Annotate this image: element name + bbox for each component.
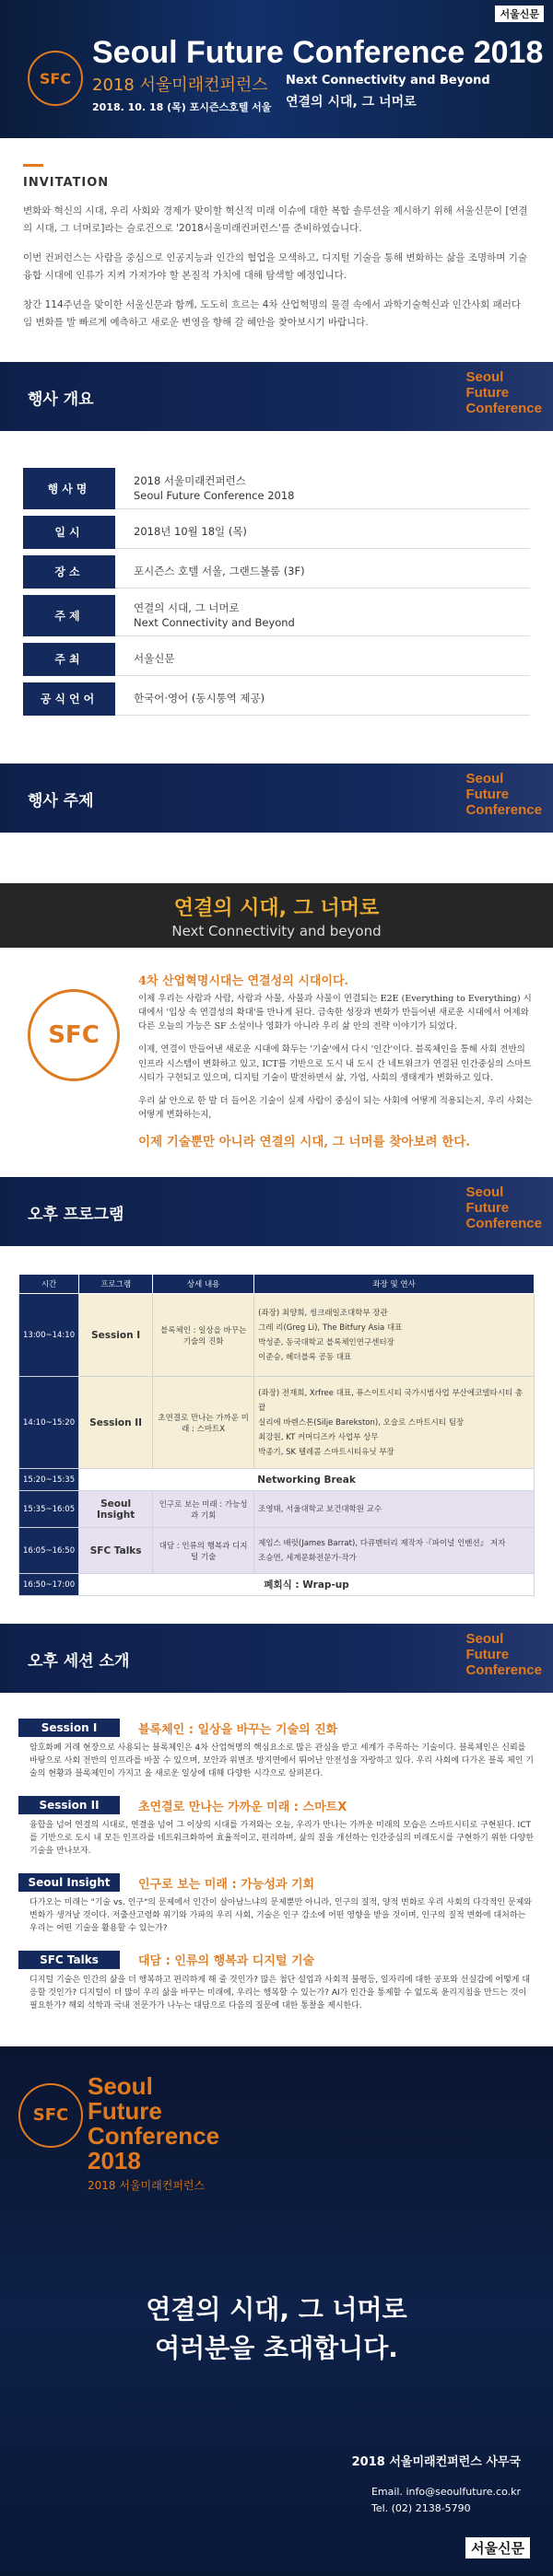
- overview-row: [23, 682, 530, 716]
- accent-bar: [23, 164, 43, 167]
- invitation-section: [0, 138, 553, 362]
- session-content: 인구로 보는 미래 : 가능성과 기회: [153, 1491, 254, 1528]
- session-content: 대담 : 인류의 행복과 디지털 기술: [153, 1528, 254, 1574]
- overview-row: [23, 516, 530, 549]
- conference-logo: Seoul Future Conference: [465, 368, 542, 416]
- theme-paragraph: 이제 우리는 사람과 사람, 사람과 사물, 사물과 사물이 연결되는 E2E (Everything to Everything) 시대에서 '입상 속 연결성의 확대'를 만나게 된다. 급속한 성장과 변화가 만들어낸 새로운 시대에서 어제와 다른 오늘의 가능은 SF 소설이나 영화가 아니라 우리 삶 안의 전략 이야기가 되었다.: [138, 993, 532, 1032]
- program-banner: [0, 1177, 553, 1246]
- table-row: [19, 1574, 535, 1596]
- speaker-cell: 조영태, 서울대학교 보건대학원 교수: [254, 1491, 535, 1528]
- overview-row: [23, 643, 530, 676]
- footer-office: 2018 서울미래컨퍼런스 사무국: [351, 2454, 521, 2469]
- sfc-circle-logo: SFC: [28, 51, 83, 106]
- hero-subtitle: 2018 서울미래컨퍼런스: [92, 76, 268, 95]
- hero-theme-ko: 연결의 시대, 그 너머로: [286, 95, 417, 110]
- footer-brand: Seoul Future Conference 2018: [88, 2071, 220, 2174]
- overview-key: 행사명: [23, 468, 115, 509]
- table-row: [19, 1377, 535, 1469]
- session-title: 인구로 보는 미래 : 가능성과 기회: [138, 1877, 315, 1892]
- invitation-paragraph: 변화와 혁신의 시대, 우리 사회와 경제가 맞이할 혁신적 미래 이슈에 대한 복합 솔루션을 제시하기 위해 서울신문이 [연결의 시대, 그 너머로]라는 슬로건으로 '2018서울미래컨퍼런스'를 준비하였습니다.: [23, 205, 528, 235]
- invitation-heading: INVITATION: [23, 176, 110, 190]
- hero-banner: [0, 0, 553, 138]
- overview-key: 일시: [23, 516, 115, 549]
- theme-banner: [0, 763, 553, 833]
- session-content: 블록체인 : 일상을 바꾸는 기술의 진화: [153, 1294, 254, 1377]
- session-title: Session II: [79, 1377, 153, 1469]
- session-title: SFC Talks: [79, 1528, 153, 1574]
- footer-contact: [371, 2484, 521, 2517]
- table-row: [19, 1528, 535, 1574]
- session-tag: Session I: [18, 1719, 120, 1737]
- session-title: 초연결로 만나는 가까운 미래 : 스마트X: [138, 1800, 347, 1814]
- table-row: [19, 1469, 535, 1491]
- overview-value: 한국어·영어 (동시통역 제공): [115, 682, 530, 716]
- wrapup-cell: 폐회식 : Wrap-up: [79, 1574, 535, 1596]
- time-cell: 16:05~16:50: [19, 1528, 79, 1574]
- conference-logo: Seoul Future Conference: [465, 1631, 542, 1679]
- footer-invitation: 연결의 시대, 그 너머로 여러분을 초대합니다.: [146, 2293, 407, 2363]
- program-section: [0, 1246, 553, 1624]
- break-cell: Networking Break: [79, 1469, 535, 1491]
- session-content: 초연결로 만나는 가까운 미래 : 스마트X: [153, 1377, 254, 1469]
- session-item: [18, 1796, 535, 1859]
- session-text: 다가오는 미래는 "기술 vs. 인구"의 문제에서 인간이 살아남느냐의 문제뿐만 아니라, 인구의 질적, 양적 변화로 우리 사회의 다각적인 문제와 변화가 생겨날 것이다. 저출산고령화 위기와 가파의 우리 사회, 기술은 인구 감소에 어떤 영향을 받을 것이며, 인구의 질적 변화에 대처하는 우리는 어떤 기술을 활용할 수 있는가?: [29, 1898, 532, 1933]
- tel-link[interactable]: Tel. (02) 2138-5790: [371, 2501, 471, 2514]
- time-cell: 15:35~16:05: [19, 1491, 79, 1528]
- overview-row: [23, 595, 530, 636]
- program-label: 오후 프로그램: [28, 1206, 124, 1225]
- table-row: [19, 1491, 535, 1528]
- conference-logo: Seoul Future Conference: [465, 770, 542, 818]
- overview-label: 행사 개요: [28, 390, 94, 409]
- theme-paragraph: 우리 삶 안으로 한 발 더 들어온 기술이 실제 사람이 중심이 되는 사회에 어떻게 적용되는지, 우리 사회는 어떻게 변화하는지,: [138, 1096, 533, 1121]
- overview-key: 주제: [23, 595, 115, 636]
- sfc-circle-logo: SFC: [18, 2083, 83, 2148]
- session-item: [18, 1719, 535, 1781]
- program-table: [18, 1274, 535, 1596]
- theme-head: 4차 산업혁명시대는 연결성의 시대이다.: [138, 973, 349, 988]
- invitation-paragraph: 이번 컨퍼런스는 사람을 중심으로 인공지능과 인간의 협업을 모색하고, 디지털 기술을 통해 변화하는 삶을 조명하며 기술융합 시대에 인류가 지켜 가져가야 할 본질적 가치에 대해 탐색할 예정입니다.: [23, 251, 528, 282]
- theme-title-box: [0, 883, 553, 948]
- column-header: 프로그램: [79, 1275, 153, 1294]
- overview-value: 연결의 시대, 그 너머로 Next Connectivity and Beyond: [115, 595, 530, 636]
- session-title: 대담 : 인류의 행복과 디지털 기술: [138, 1954, 315, 1969]
- sessions-banner: [0, 1624, 553, 1693]
- speaker-cell: (좌장) 전재희, Xrfree 대표, 퓨스이트시티 국가시범사업 부산에코델타시티 총괄 실리에 바렌스톤(Silje Barekston), 오슬로 스마트시티 팀장 최강원, KT 커머디즈카 사업부 상무 박종기, SK 텔레콤 스마트시티유닛 부장: [254, 1377, 535, 1469]
- time-cell: 16:50~17:00: [19, 1574, 79, 1596]
- overview-value: 2018 서울미래컨퍼런스 Seoul Future Conference 2018: [115, 468, 530, 509]
- overview-value: 서울신문: [115, 643, 530, 676]
- time-cell: 15:20~15:35: [19, 1469, 79, 1491]
- theme-title-en: Next Connectivity and beyond: [171, 922, 382, 939]
- footer: [0, 2046, 553, 2576]
- session-text: 융합을 넘어 연결의 시대로, 연결을 넘어 그 이상의 시대를 가져와는 오늘, 우리가 만나는 가까운 미래의 모습은 스마트시티로 구현된다. ICT를 기반으로 도시 내 모든 인프라를 네트워크화하여 효율적이고, 편리하며, 삶의 질을 개선하는 인간중심의 미래도시를 구현하기 위한 다양한 기술을 만나보자.: [29, 1821, 535, 1857]
- seoul-shinmun-logo[interactable]: 서울신문: [495, 6, 544, 22]
- theme-text: [138, 971, 535, 1150]
- overview-key: 주최: [23, 643, 115, 676]
- footer-brand-sub: 2018 서울미래컨퍼런스: [88, 2178, 206, 2192]
- theme-paragraph: 이제, 연결이 만들어낸 새로운 시대에 화두는 '기술'에서 다시 '인간'이다. 블록체인을 통해 사회 전반의 인프라 시스템이 변화하고 있고, ICT를 기반으로 도시 내 도시 간 네트워크가 연결된 인간중심의 스마트시티가 구현되고 있으며, 디지털 기술이 발전하면서 삶, 가업, 사회의 생태계가 변화하고 있다.: [138, 1044, 532, 1083]
- hero-title: Seoul Future Conference 2018: [92, 35, 544, 70]
- session-text: 디지털 기술은 인간의 삶을 더 행복하고 편리하게 해 줄 것인가? 많은 첨단 설업과 사회적 불평등, 일자리에 대한 공포와 선실감에 어떻게 대응할 것인가? 디지털이 더 많이 우리 삶을 바꾸는 미래에, 우리는 행복할 수 있는가? AI가 인간을 통제할 수 없도록 윤리지침을 만드는 것이 필요한가? 해외 석학과 국내 전문가가 나누는 대담으로 다음의 질문에 대한 통찰을 제시한다.: [29, 1975, 531, 2011]
- theme-closing: 이제 기술뿐만 아니라 연결의 시대, 그 너머를 찾아보려 한다.: [138, 1135, 470, 1150]
- column-header: 시간: [19, 1275, 79, 1294]
- overview-row: [23, 468, 530, 509]
- overview-key: 장소: [23, 555, 115, 589]
- hero-date: 2018. 10. 18 (목) 포시즌스호텔 서울: [92, 101, 272, 113]
- email-link[interactable]: Email. info@seoulfuture.co.kr: [371, 2485, 521, 2498]
- session-title: Session I: [79, 1294, 153, 1377]
- overview-value: 포시즌스 호텔 서울, 그랜드볼룸 (3F): [115, 555, 530, 589]
- invitation-paragraph: 창간 114주년을 맞이한 서울신문과 함께, 도도히 흐르는 4차 산업혁명의 물결 속에서 과학기술혁신과 인간사회 패러다임 변화를 발 빠르게 예측하고 새로운 변영을 향해 갈 혜안을 찾아보시기 바랍니다.: [23, 298, 522, 329]
- session-text: 암호화폐 거래 현장으로 사용되는 블록체인은 4차 산업혁명의 핵심요소로 많은 관심을 받고 세계가 주목하는 기술이다. 블록체인은 신뢰를 바탕으로 사회 전반의 인프라를 바꿀 수 있으며, 보안과 위변조 방지면에서 뛰어난 안전성을 자랑하고 있다. 우리 사회에 다가온 블록 체인 기술의 현황과 블록체인이 가지고 올 새로운 일상에 대해 다양한 시각으로 살펴본다.: [29, 1743, 534, 1779]
- speaker-cell: (좌장) 최양희, 씽크래일조대학부 장관 그레 리(Greg Li), The Bitfury Asia 대표 박성준, 동국대학교 블록체인연구센터장 이준승, 헤더블록 공동 대표: [254, 1294, 535, 1377]
- overview-value: 2018년 10월 18일 (목): [115, 516, 530, 549]
- seoul-shinmun-logo[interactable]: 서울신문: [465, 2537, 530, 2559]
- theme-title-ko: 연결의 시대, 그 너머로: [173, 896, 380, 920]
- sfc-logo: SFC: [28, 989, 120, 1081]
- session-title: Seoul Insight: [79, 1491, 153, 1528]
- overview-banner: [0, 362, 553, 431]
- sessions-label: 오후 세션 소개: [28, 1652, 130, 1672]
- theme-label: 행사 주제: [28, 791, 94, 810]
- table-row: [19, 1294, 535, 1377]
- session-title: 블록체인 : 일상을 바꾸는 기술의 진화: [138, 1722, 338, 1737]
- theme-body: [0, 948, 553, 1178]
- overview-table: [0, 431, 553, 763]
- session-item: [18, 1873, 535, 1936]
- overview-row: [23, 555, 530, 589]
- session-tag: Seoul Insight: [18, 1873, 120, 1892]
- sessions-section: [0, 1693, 553, 2046]
- hero-theme-en: Next Connectivity and Beyond: [286, 74, 490, 87]
- conference-logo: Seoul Future Conference: [465, 1184, 542, 1232]
- time-cell: 13:00~14:10: [19, 1294, 79, 1377]
- column-header: 상세 내용: [153, 1275, 254, 1294]
- time-cell: 14:10~15:20: [19, 1377, 79, 1469]
- session-item: [18, 1951, 535, 2013]
- session-tag: Session II: [18, 1796, 120, 1814]
- speaker-cell: 제임스 배럿(James Barrat), 다큐멘터리 제작자 ·『파이널 인벤션』 저자 조승연, 세계문화전문가·작가: [254, 1528, 535, 1574]
- session-tag: SFC Talks: [18, 1951, 120, 1969]
- overview-key: 공식언어: [23, 682, 115, 716]
- column-header: 좌장 및 연사: [254, 1275, 535, 1294]
